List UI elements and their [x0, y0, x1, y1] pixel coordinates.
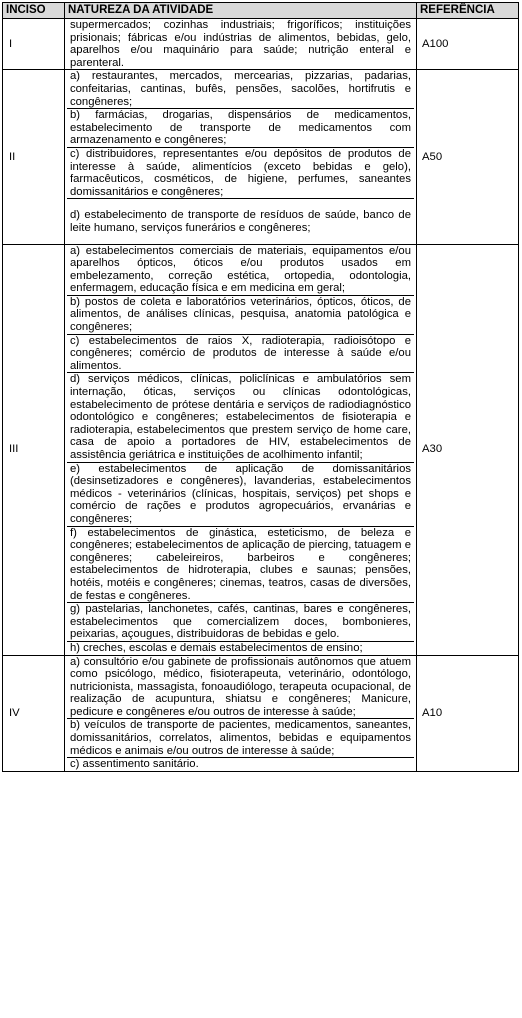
activity-item: c) distribuidores, representantes e/ou depósitos de produtos de interesse à saúde, alimentícios (exceto bebidas e gelo), farmacêuticos, cosméticos, de higiene, perfumes, saneantes domissanitários e congêneres;: [67, 147, 414, 198]
natureza-cell: [65, 244, 417, 655]
table-row: [3, 70, 519, 244]
activity-item: b) farmácias, drogarias, dispensários de medicamentos, estabelecimento de transporte de medicamentos com armazenamento e congêneres;: [67, 108, 414, 147]
table-header-row: [3, 3, 519, 19]
referencia-cell: A10: [417, 655, 519, 771]
activity-item: c) estabelecimentos de raios X, radioterapia, radioisótopo e congêneres; comércio de produtos de interesse à saúde e/ou alimentos.: [67, 334, 414, 373]
inciso-cell: IV: [3, 655, 65, 771]
activity-item: e) estabelecimentos de aplicação de domissanitários (desinsetizadores e congêneres), lavanderias, estabelecimentos médicos - veterinários (clínicas, hospitais, serviços) pet shops e comércio de rações e produtos agropecuários, ervanárias e congêneres;: [67, 462, 414, 526]
table-row: [3, 655, 519, 771]
activity-item: c) assentimento sanitário.: [67, 757, 414, 771]
activity-item: h) creches, escolas e demais estabelecimentos de ensino;: [67, 641, 414, 655]
activity-item: b) veículos de transporte de pacientes, medicamentos, saneantes, domissanitários, correlatos, alimentos, bebidas e equipamentos médicos e animais e/ou outros de interesse à saúde;: [67, 718, 414, 757]
spacer: [67, 235, 414, 244]
activity-item: a) estabelecimentos comerciais de materiais, equipamentos e/ou aparelhos ópticos, óticos e/ou produtos usados em embelezamento, correção estética, ortopedia, odontologia, enfermagem, educação física e em medicina em geral;: [70, 244, 411, 295]
referencia-cell: A30: [417, 244, 519, 655]
activity-item: f) estabelecimentos de ginástica, esteticismo, de beleza e congêneres; estabelecimentos de aplicação de piercing, tatuagem e congêneres; cabeleireiros, barbeiros e congêneres; estabelecimentos de hidroterapia, clubes e saunas; pensões, hotéis, motéis e congêneres; cinemas, teatros, casas de diversões, de festas e congêneres.: [67, 526, 414, 603]
header-inciso: INCISO: [3, 3, 65, 19]
table-row: [3, 19, 519, 70]
activity-item: d) serviços médicos, clínicas, policlínicas e ambulatórios sem internação, óticas, serviços ou clínicas odontológicas, estabelecimento de prótese dentária e serviços de radiodiagnóstico odontológico e congêneres; estabelecimentos de fisioterapia e radioterapia, estabelecimentos que prestem serviço de home care, casa de apoio a portadores de HIV, estabelecimentos de assistência geriátrica e instituições de acolhimento infantil;: [67, 372, 414, 461]
header-referencia: REFERÊNCIA: [417, 3, 519, 19]
activity-item: d) estabelecimento de transporte de resíduos de saúde, banco de leite humano, serviços funerários e congêneres;: [67, 198, 414, 234]
header-natureza: NATUREZA DA ATIVIDADE: [65, 3, 417, 19]
inciso-cell: II: [3, 70, 65, 244]
activity-item: g) pastelarias, lanchonetes, cafés, cantinas, bares e congêneres, estabelecimentos que comercializem doces, bombonieres, peixarias, açougues, distribuidoras de bebidas e gelo.: [67, 602, 414, 641]
activity-item: b) postos de coleta e laboratórios veterinários, ópticos, óticos, de alimentos, de análises clínicas, pesquisa, anatomia patológica e congêneres;: [67, 295, 414, 334]
natureza-cell: [65, 19, 417, 70]
activity-item: supermercados; cozinhas industriais; frigoríficos; instituições prisionais; fábricas e/ou indústrias de alimentos, bebidas, gelo, aparelhos e/ou maquinário para saúde; nutrição enteral e parenteral.: [70, 19, 411, 69]
activity-item: a) restaurantes, mercados, mercearias, pizzarias, padarias, confeitarias, cantinas, bufês, pensões, sacolões, hortifrutis e congêneres;: [70, 70, 411, 108]
natureza-cell: [65, 70, 417, 244]
inciso-cell: III: [3, 244, 65, 655]
referencia-cell: A50: [417, 70, 519, 244]
table-row: [3, 244, 519, 655]
inciso-cell: I: [3, 19, 65, 70]
natureza-cell: [65, 655, 417, 771]
activity-item: a) consultório e/ou gabinete de profissionais autônomos que atuem como psicólogo, médico, fisioterapeuta, veterinário, odontólogo, nutricionista, massagista, fonoaudiólogo, terapeuta ocupacional, de realização de acupuntura, shiatsu e congêneres; Manicure, pedicure e congêneres e/ou outros de interesse à saúde;: [70, 655, 411, 718]
referencia-cell: A100: [417, 19, 519, 70]
document-page: [2, 2, 520, 772]
activity-table: [2, 2, 519, 772]
